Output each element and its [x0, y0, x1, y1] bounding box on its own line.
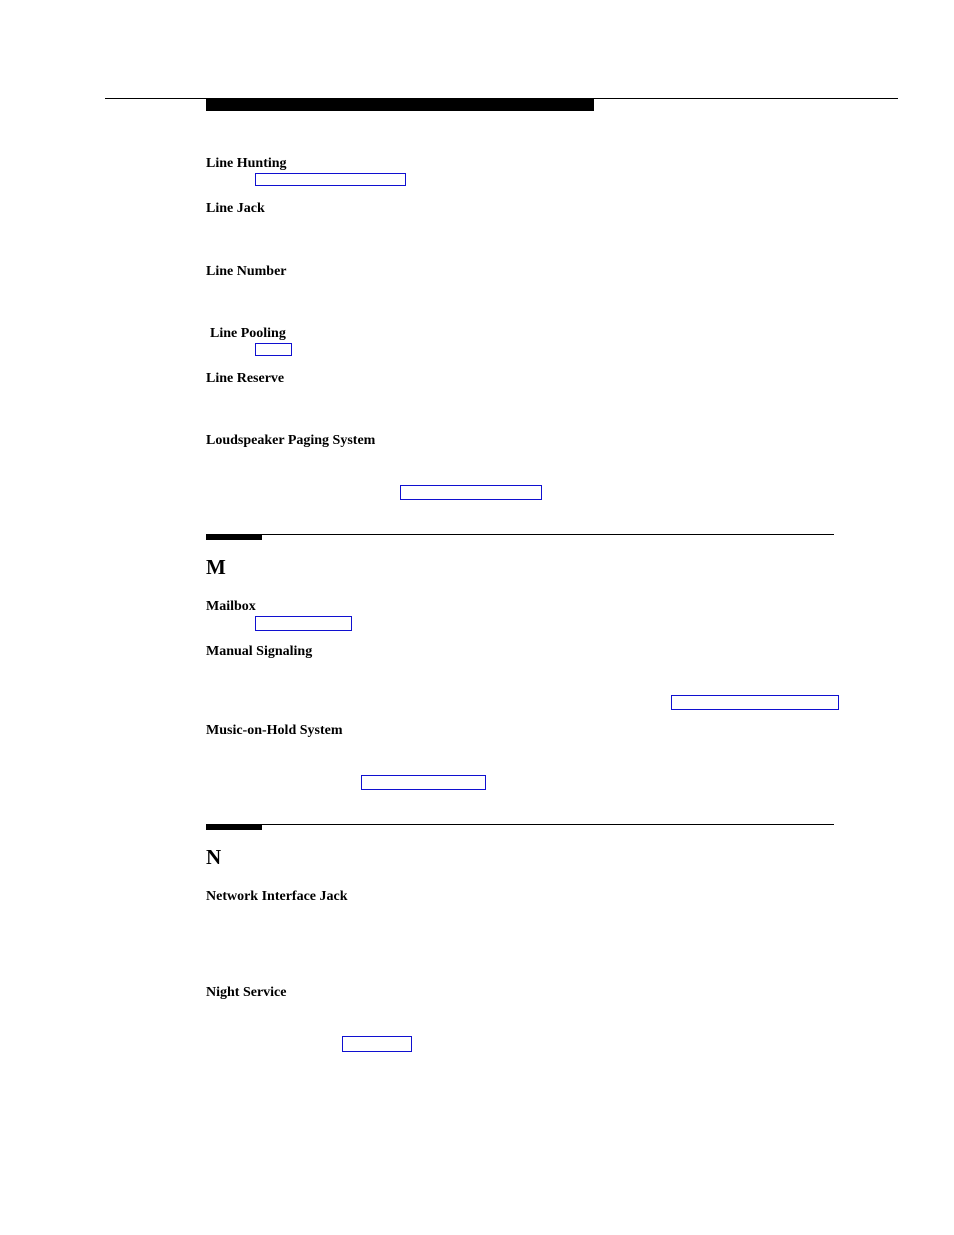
section-bar-m	[206, 535, 262, 540]
cross-reference-link[interactable]	[255, 173, 406, 186]
section-heading-m: M	[206, 555, 226, 579]
term-line-number: Line Number	[206, 264, 287, 279]
cross-reference-link[interactable]	[400, 485, 542, 500]
term-line-pooling: Line Pooling	[210, 326, 286, 341]
term-network-interface-jack: Network Interface Jack	[206, 889, 348, 904]
section-heading-n: N	[206, 845, 222, 869]
term-night-service: Night Service	[206, 985, 287, 1000]
term-line-reserve: Line Reserve	[206, 371, 285, 386]
section-rule-n	[206, 824, 834, 825]
section-rule-m	[206, 534, 834, 535]
term-loudspeaker-paging-system: Loudspeaker Paging System	[206, 433, 376, 448]
term-mailbox: Mailbox	[206, 599, 256, 614]
term-line-hunting: Line Hunting	[206, 156, 287, 171]
cross-reference-link[interactable]	[255, 616, 352, 631]
term-manual-signaling: Manual Signaling	[206, 644, 313, 659]
header-bar	[206, 99, 594, 111]
term-line-jack: Line Jack	[206, 201, 265, 216]
cross-reference-link[interactable]	[361, 775, 486, 790]
term-music-on-hold-system: Music-on-Hold System	[206, 723, 343, 738]
section-bar-n	[206, 825, 262, 830]
cross-reference-link[interactable]	[255, 343, 292, 356]
cross-reference-link[interactable]	[342, 1036, 412, 1052]
cross-reference-link[interactable]	[671, 695, 839, 710]
